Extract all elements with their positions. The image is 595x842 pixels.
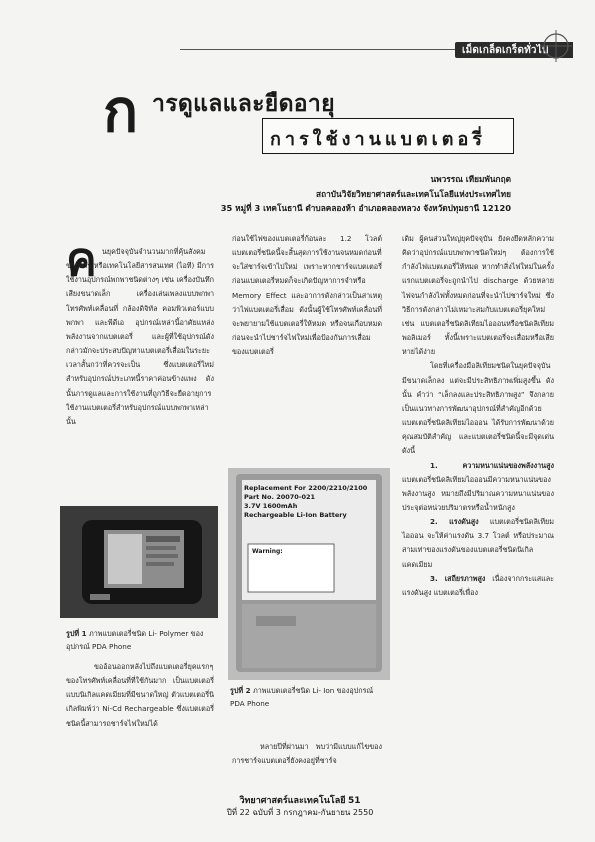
battery-label-line: 3.7V 1600mAh bbox=[244, 502, 298, 510]
page-title: ารดูแลและยืดอายุ bbox=[152, 91, 335, 117]
section-label: เม็ดเกล็ดเกร็ดทั่วไป bbox=[462, 45, 549, 56]
page-footer bbox=[200, 795, 400, 819]
article-column-2-cont bbox=[232, 740, 382, 768]
crosshair-icon bbox=[538, 28, 574, 64]
battery-photo-1 bbox=[60, 506, 218, 618]
list-item-text: แบตเตอรี่ชนิดลิเทียมไอออน จะให้ค่าแรงดัน 3.7 โวลต์ หรือประมาณสามเท่าของแรงดันของแบตเตอรี่ชนิดนิเกิลแคดเมียม bbox=[402, 517, 554, 569]
article-column-1 bbox=[66, 245, 214, 429]
author-name: นพวรรณ เทียมพันกฤต bbox=[430, 174, 511, 184]
page-subtitle: การใช้งานแบตเตอรี่ bbox=[270, 129, 486, 150]
author-org: สถาบันวิจัยวิทยาศาสตร์และเทคโนโลยีแห่งประเทศไทย bbox=[316, 188, 511, 199]
list-item bbox=[402, 515, 554, 572]
article-column-3 bbox=[402, 232, 554, 600]
battery-label-line: Replacement For 2200/2210/2100 bbox=[244, 484, 368, 492]
battery-label bbox=[244, 484, 367, 520]
list-item-text: เนื่องจากกระแสและแรงดันสูง แบตเตอรี่เพื่อง bbox=[402, 573, 554, 597]
list-item bbox=[402, 572, 554, 600]
caption-text: ภาพแบตเตอรี่ชนิด Li- Ion ของอุปกรณ์ PDA Phone bbox=[230, 686, 374, 708]
list-item-title: 2. แรงดันสูง bbox=[430, 517, 479, 527]
paragraph: ขออ้อนออกหลังไปถึงแบตเตอรี่ยุคแรกๆ ของโทรศัพท์เคลื่อนที่ที่ใช้กันมาก เป็นแบตเตอรี่แบบนิเกิลแคดเมียมที่มีขนาดใหญ่ ตัวแบตเตอรี่นิเกิลพิมพ์ว่า Ni-Cd Rechargeable ซึ่งแบตเตอรี่ชนิดนี้สามารถชาร์จไฟใหม่ได้ bbox=[66, 662, 214, 728]
battery-label-line: Part No. 20070-021 bbox=[244, 493, 316, 501]
list-item bbox=[402, 459, 554, 516]
list-item-title: 1. ความหนาแน่นของพลังงานสูง bbox=[430, 460, 554, 470]
battery-label-line: Rechargeable Li-Ion Battery bbox=[244, 511, 347, 519]
paragraph: ก่อนใช้ไฟของแบตเตอรี่ก้อนละ 1.2 โวลต์ แบตเตอรี่ชนิดนี้จะสิ้นสุดการใช้งานจนหมดก่อนที่จะใส่ชาร์จเข้าไปใหม่ เพราะหากชาร์จแบตเตอรี่ก่อนแบตเตอรี่หมดก็จะเกิดปัญหาการจำหรือ Memory Effect และอาการดังกล่าวเป็นสาเหตุว่าไฟแบตเตอรี่เสื่อม ดังนั้นผู้ใช้โทรศัพท์เคลื่อนที่จะพยายามใช้แบตเตอรี่ให้หมด หรือจนเกือบหมดก่อนจะนำไปชาร์จไฟใหม่เพื่อป้องกันการเสื่อมของแบตเตอรี่ bbox=[232, 234, 382, 357]
title-initial: ก bbox=[103, 77, 139, 145]
page-number: 51 bbox=[348, 796, 361, 806]
paragraph: นยุคปัจจุบันจำนวนมากที่คุ้นสังคมข่าวสาร หรือเทคโนโลยีสารสนเทศ (ไอที) มีการใช้งานอุปกรณ์พกพาชนิดต่างๆ เช่น เครื่องบันทึกเสียงขนาดเล็ก เครื่องเล่นเพลงแบบพกพา โทรศัพท์เคลื่อนที่ กล้องดิจิทัล คอมพิวเตอร์แบบพกพา และพีดีเอ อุปกรณ์เหล่านี้อาศัยแหล่งพลังงานจากแบตเตอรี่ และผู้ที่ใช้อุปกรณ์ดังกล่าวมักจะประสบปัญหาแบตเตอรี่เสื่อมในระยะเวลาสั้นกว่าที่ควรจะเป็น ซึ่งแบตเตอรี่ใหม่สำหรับอุปกรณ์ประเภทนี้ราคาค่อนข้างแพง ดังนั้นการดูแลและการใช้งานที่ถูกวิธีจะยืดอายุการใช้งานแบตเตอรี่สำหรับอุปกรณ์แบบพกพาเหล่านั้น bbox=[66, 247, 214, 426]
drop-cap: ค bbox=[66, 232, 97, 286]
photo-2-caption bbox=[230, 684, 390, 710]
caption-number: รูปที่ 2 bbox=[230, 686, 251, 695]
photo-1-caption bbox=[66, 627, 218, 653]
battery-warning: Warning: bbox=[252, 548, 283, 555]
magazine-name: วิทยาศาสตร์และเทคโนโลยี bbox=[239, 796, 346, 806]
battery-photo-2 bbox=[228, 468, 390, 680]
author-block bbox=[221, 172, 511, 216]
article-column-1-cont bbox=[66, 660, 214, 731]
paragraph: เดิม ผู้คนส่วนใหญ่ยุคปัจจุบัน ยังคงยึดหลักความคิดว่าอุปกรณ์แบบพกพาชนิดใหม่ๆ ต้องการใช้กำลังไฟแบตเตอรี่ให้หมด หากทำสิ่งไฟใหม่ในครั้งแรกแบตเตอรี่จะถูกนำไป discharge ด้วยหลายไฟจนกำลังไฟทั้งหมดก่อนที่จะนำไปชาร์จใหม่ ซึ่งวิธีการดังกล่าวไม่เหมาะสมกับแบตเตอรี่ยุคใหม่ เช่น แบตเตอรี่ชนิดลิเทียมไอออนหรือชนิดลิเทียมพอลิเมอร์ ทั้งนี้เพราะแบตเตอรี่จะเสื่อมหรือเสียหายได้ง่าย bbox=[402, 234, 554, 357]
article-column-2 bbox=[232, 232, 382, 359]
header-rule bbox=[180, 49, 456, 50]
list-item-text: แบตเตอรี่ชนิดลิเทียมไอออนมีความหนาแน่นของพลังงานสูง หมายถึงมีปริมาณความหนาแน่นของประจุต่อหน่วยปริมาตรหรือน้ำหนักสูง bbox=[402, 474, 554, 512]
paragraph: หลายปีที่ผ่านมา พบว่ามีแบบแก้ไขของการชาร์จแบตเตอรี่ยังคงอยู่ที่ชาร์จ bbox=[232, 742, 382, 766]
paragraph: โดยที่เครื่องมือลิเทียมชนิดในยุคปัจจุบันมีขนาดเล็กลง แต่จะมีประสิทธิภาพเพิ่มสูงขึ้น ดังนั้น คำว่า “เล็กลงและประสิทธิภาพสูง” จึงกลายเป็นแนวทางการพัฒนาอุปกรณ์ที่สำคัญอีกด้วย แบตเตอรี่ชนิดลิเทียมไอออน ได้รับการพัฒนาด้วยคุณสมบัติสำคัญ และแบตเตอรี่ชนิดนี้จะมีจุดเด่นดังนี้ bbox=[402, 361, 554, 456]
caption-number: รูปที่ 1 bbox=[66, 629, 87, 638]
author-address: 35 หมู่ที่ 3 เทคโนธานี ตำบลคลองห้า อำเภอคลองหลวง จังหวัดปทุมธานี 12120 bbox=[220, 203, 511, 213]
list-item-title: 3. เสถียรภาพสูง bbox=[430, 573, 486, 583]
caption-text: ภาพแบตเตอรี่ชนิด Li- Polymer ของอุปกรณ์ PDA Phone bbox=[66, 629, 204, 651]
issue-info: ปีที่ 22 ฉบับที่ 3 กรกฎาคม-กันยายน 2550 bbox=[226, 808, 374, 817]
